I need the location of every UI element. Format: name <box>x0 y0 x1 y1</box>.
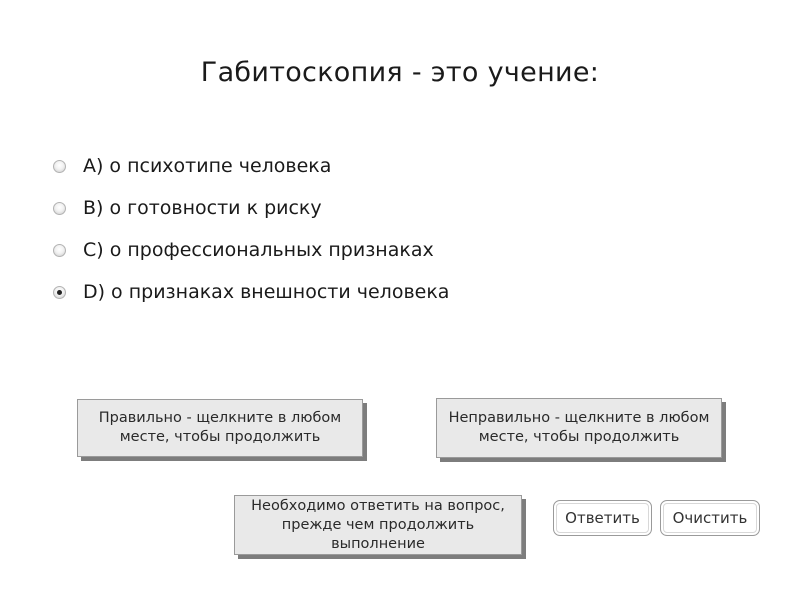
option-text: о профессиональных признаках <box>109 239 434 261</box>
question-title: Габитоскопия - это учение: <box>200 57 600 88</box>
correct-feedback-box[interactable]: Правильно - щелкните в любом месте, чтобы продолжить <box>77 399 363 457</box>
option-c[interactable] <box>53 229 449 271</box>
option-a[interactable] <box>53 145 449 187</box>
radio-c[interactable] <box>53 244 66 257</box>
option-letter: C) <box>83 239 104 261</box>
clear-button[interactable]: Очистить <box>660 500 760 536</box>
option-text: о признаках внешности человека <box>111 281 450 303</box>
option-text: о психотипе человека <box>109 155 332 177</box>
option-letter: A) <box>83 155 104 177</box>
radio-d[interactable] <box>53 286 66 299</box>
radio-a[interactable] <box>53 160 66 173</box>
option-b[interactable] <box>53 187 449 229</box>
option-letter: D) <box>83 281 106 303</box>
radio-b[interactable] <box>53 202 66 215</box>
option-d[interactable] <box>53 271 449 313</box>
submit-button[interactable]: Ответить <box>553 500 652 536</box>
answer-required-message: Необходимо ответить на вопрос, прежде чем продолжить выполнение <box>234 495 522 555</box>
answer-options <box>53 145 449 313</box>
option-text: о готовности к риску <box>109 197 322 219</box>
option-letter: B) <box>83 197 104 219</box>
incorrect-feedback-box[interactable]: Неправильно - щелкните в любом месте, чтобы продолжить <box>436 398 722 458</box>
